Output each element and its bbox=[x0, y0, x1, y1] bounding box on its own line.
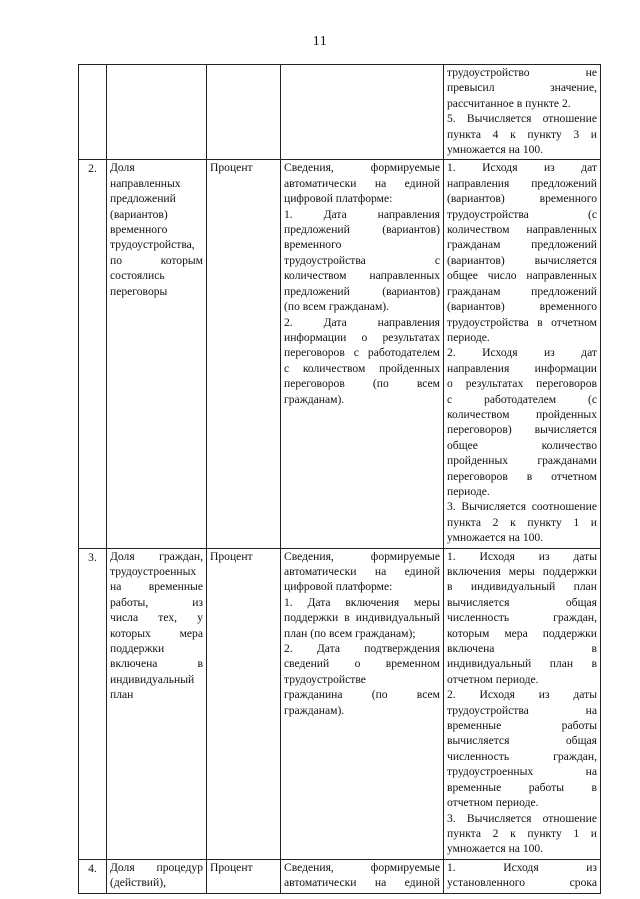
method-text-line: отчетном периоде. bbox=[447, 672, 539, 686]
source-text-line: сведений о временном bbox=[284, 657, 440, 671]
method-text-line: умножается на 100. bbox=[447, 531, 544, 545]
source-text-line: цифровой платформе: bbox=[284, 192, 393, 206]
indicator-cell bbox=[107, 548, 207, 859]
indicator-text-line: индивидуальный bbox=[110, 672, 195, 686]
unit-text: Процент bbox=[210, 860, 253, 874]
source-text-line: 1. Дата включения меры bbox=[284, 595, 440, 609]
method-cell bbox=[444, 65, 601, 160]
source-text-line: план (по всем гражданам); bbox=[284, 626, 416, 640]
method-text-line: 5. Вычисляется отношение bbox=[447, 112, 597, 126]
method-text-line: 3. Вычисляется отношение bbox=[447, 811, 597, 825]
method-text-line: в индивидуальный план bbox=[447, 580, 597, 594]
unit-cell bbox=[207, 160, 281, 548]
row-number-cell bbox=[79, 859, 107, 893]
source-text-line: предложений (вариантов) bbox=[284, 223, 440, 237]
row-number-cell bbox=[79, 160, 107, 548]
page-number: 11 bbox=[312, 34, 328, 49]
indicator-text-line: Доля процедур bbox=[110, 860, 203, 874]
source-cell bbox=[281, 859, 444, 893]
indicator-cell bbox=[107, 160, 207, 548]
method-text-line: трудоустройства (с bbox=[447, 207, 597, 221]
source-text-line: с количеством пройденных bbox=[284, 361, 440, 375]
table-row bbox=[79, 859, 601, 893]
method-text-line: умножается на 100. bbox=[447, 842, 544, 856]
indicator-text-line: направленных bbox=[110, 176, 181, 190]
method-text-line: направления предложений bbox=[447, 176, 597, 190]
row-number: 4. bbox=[88, 861, 97, 875]
indicator-text-line: на временные bbox=[110, 580, 203, 594]
source-text-line: трудоустройстве bbox=[284, 672, 366, 686]
method-text-line: пройденных гражданами bbox=[447, 454, 597, 468]
indicator-text-line: которых мера bbox=[110, 626, 203, 640]
indicator-text-line: состоялись bbox=[110, 269, 165, 283]
method-text-line: трудоустройства в отчетном bbox=[447, 315, 597, 329]
method-text-line: общее число направленных bbox=[447, 269, 597, 283]
method-text-line: периоде. bbox=[447, 484, 490, 498]
method-text-line: трудоустроенных на bbox=[447, 765, 597, 779]
indicator-cell bbox=[107, 65, 207, 160]
source-text-line: переговоров с работодателем bbox=[284, 346, 440, 360]
indicator-text-line: включена в bbox=[110, 657, 203, 671]
indicator-text-line: Доля граждан, bbox=[110, 549, 203, 563]
method-text-line: вычисляется общая bbox=[447, 595, 597, 609]
indicator-text-line: (вариантов) bbox=[110, 207, 168, 221]
method-text-line: рассчитанное в пункте 2. bbox=[447, 96, 571, 110]
source-cell bbox=[281, 548, 444, 859]
indicator-text-line: по которым bbox=[110, 253, 203, 267]
method-text-line: (вариантов) вычисляется bbox=[447, 253, 597, 267]
source-text-line: 2. Дата подтверждения bbox=[284, 642, 440, 656]
method-text-line: гражданам предложений bbox=[447, 284, 597, 298]
source-text-line: автоматически на единой bbox=[284, 176, 440, 190]
method-text-line: пункта 2 к пункту 1 и bbox=[447, 515, 597, 529]
source-text-line: 2. Дата направления bbox=[284, 315, 440, 329]
method-text-line: трудоустройства на bbox=[447, 703, 597, 717]
method-text-line: гражданам предложений bbox=[447, 238, 597, 252]
indicator-text-line: план bbox=[110, 688, 134, 702]
method-text-line: временные работы bbox=[447, 719, 597, 733]
method-text-line: 1. Исходя из bbox=[447, 860, 597, 874]
indicator-text-line: предложений bbox=[110, 192, 176, 206]
indicator-text-line: поддержки bbox=[110, 642, 165, 656]
method-text-line: о результатах переговоров bbox=[447, 377, 597, 391]
method-text-line: включения меры поддержки bbox=[447, 565, 597, 578]
method-text-line: включена в bbox=[447, 642, 597, 656]
unit-text: Процент bbox=[210, 161, 253, 175]
indicator-text-line: (действий), bbox=[110, 876, 166, 890]
source-text-line: (по всем гражданам). bbox=[284, 300, 390, 314]
table-row bbox=[79, 548, 601, 859]
method-text-line: 1. Исходя из даты bbox=[447, 549, 597, 563]
method-text-line: трудоустройство не bbox=[447, 66, 597, 79]
method-text-line: вычисляется общая bbox=[447, 734, 597, 748]
method-text-line: временные работы в bbox=[447, 780, 597, 794]
indicator-cell bbox=[107, 859, 207, 893]
source-text-line: цифровой платформе: bbox=[284, 580, 393, 594]
method-text-line: количеством пройденных bbox=[447, 407, 597, 421]
unit-cell bbox=[207, 548, 281, 859]
method-text-line: 2. Исходя из даты bbox=[447, 688, 597, 702]
row-number-cell bbox=[79, 548, 107, 859]
method-text-line: (вариантов) временного bbox=[447, 192, 597, 206]
source-text-line: гражданам). bbox=[284, 703, 345, 717]
method-text-line: пункта 4 к пункту 3 и bbox=[447, 127, 597, 141]
indicator-text-line: числа тех, у bbox=[110, 611, 203, 625]
method-text-line: периоде. bbox=[447, 330, 490, 344]
method-text-line: отчетном периоде. bbox=[447, 796, 539, 810]
source-text-line: поддержки в индивидуальный bbox=[284, 611, 440, 625]
method-text-line: которым мера поддержки bbox=[447, 626, 597, 640]
source-text-line: временного bbox=[284, 238, 342, 252]
source-text-line: гражданина (по всем bbox=[284, 688, 440, 702]
source-text-line: предложений (вариантов) bbox=[284, 284, 440, 298]
row-number-cell bbox=[79, 65, 107, 160]
source-text-line: Сведения, формируемые bbox=[284, 860, 440, 874]
method-text-line: (вариантов) временного bbox=[447, 300, 597, 314]
row-number bbox=[82, 65, 103, 66]
source-text-line: гражданам). bbox=[284, 392, 345, 406]
method-text-line: индивидуальный план в bbox=[447, 657, 597, 671]
method-text-line: установленного срока bbox=[447, 876, 597, 890]
method-text-line: пункта 2 к пункту 1 и bbox=[447, 826, 597, 840]
method-text-line: переговоров в отчетном bbox=[447, 469, 597, 483]
method-text-line: умножается на 100. bbox=[447, 143, 544, 157]
source-text-line: Сведения, формируемые bbox=[284, 161, 440, 175]
source-text-line: трудоустройства с bbox=[284, 253, 440, 267]
row-number: 2. bbox=[88, 162, 97, 176]
indicator-text-line: переговоры bbox=[110, 284, 168, 298]
method-text-line: общее количество bbox=[447, 438, 597, 452]
method-cell bbox=[444, 548, 601, 859]
indicator-text-line: трудоустройства, bbox=[110, 238, 195, 252]
table-row bbox=[79, 65, 601, 160]
unit-cell bbox=[207, 859, 281, 893]
method-text-line: с работодателем (с bbox=[447, 392, 597, 406]
method-text-line: направления информации bbox=[447, 361, 597, 375]
indicator-text-line: временного bbox=[110, 223, 168, 237]
method-text-line: 3. Вычисляется соотношение bbox=[447, 500, 597, 514]
source-text-line: 1. Дата направления bbox=[284, 207, 440, 221]
source-cell bbox=[281, 65, 444, 160]
table-row bbox=[79, 160, 601, 548]
source-cell bbox=[281, 160, 444, 548]
unit-text: Процент bbox=[210, 549, 253, 563]
method-text-line: 1. Исходя из дат bbox=[447, 161, 597, 175]
indicator-text-line: Доля bbox=[110, 161, 135, 175]
method-cell bbox=[444, 859, 601, 893]
method-text-line: превысил значение, bbox=[447, 81, 597, 95]
source-text-line: автоматически на единой bbox=[284, 565, 440, 578]
indicators-table-body bbox=[79, 65, 601, 894]
indicator-text-line: работы, из bbox=[110, 595, 203, 609]
indicators-table bbox=[78, 64, 601, 894]
method-text-line: 2. Исходя из дат bbox=[447, 346, 597, 360]
unit-cell bbox=[207, 65, 281, 160]
method-text-line: численность граждан, bbox=[447, 749, 597, 763]
indicator-text-line: трудоустроенных bbox=[110, 565, 197, 578]
method-text-line: численность граждан, bbox=[447, 611, 597, 625]
source-text-line: количеством направленных bbox=[284, 269, 440, 283]
method-cell bbox=[444, 160, 601, 548]
source-text-line: переговоров (по всем bbox=[284, 377, 440, 391]
source-text-line: автоматически на единой bbox=[284, 876, 440, 890]
source-text-line: информации о результатах bbox=[284, 330, 440, 344]
method-text-line: количеством направленных bbox=[447, 223, 597, 237]
source-text-line: Сведения, формируемые bbox=[284, 549, 440, 563]
method-text-line: переговоров) вычисляется bbox=[447, 423, 597, 437]
row-number: 3. bbox=[88, 550, 97, 564]
